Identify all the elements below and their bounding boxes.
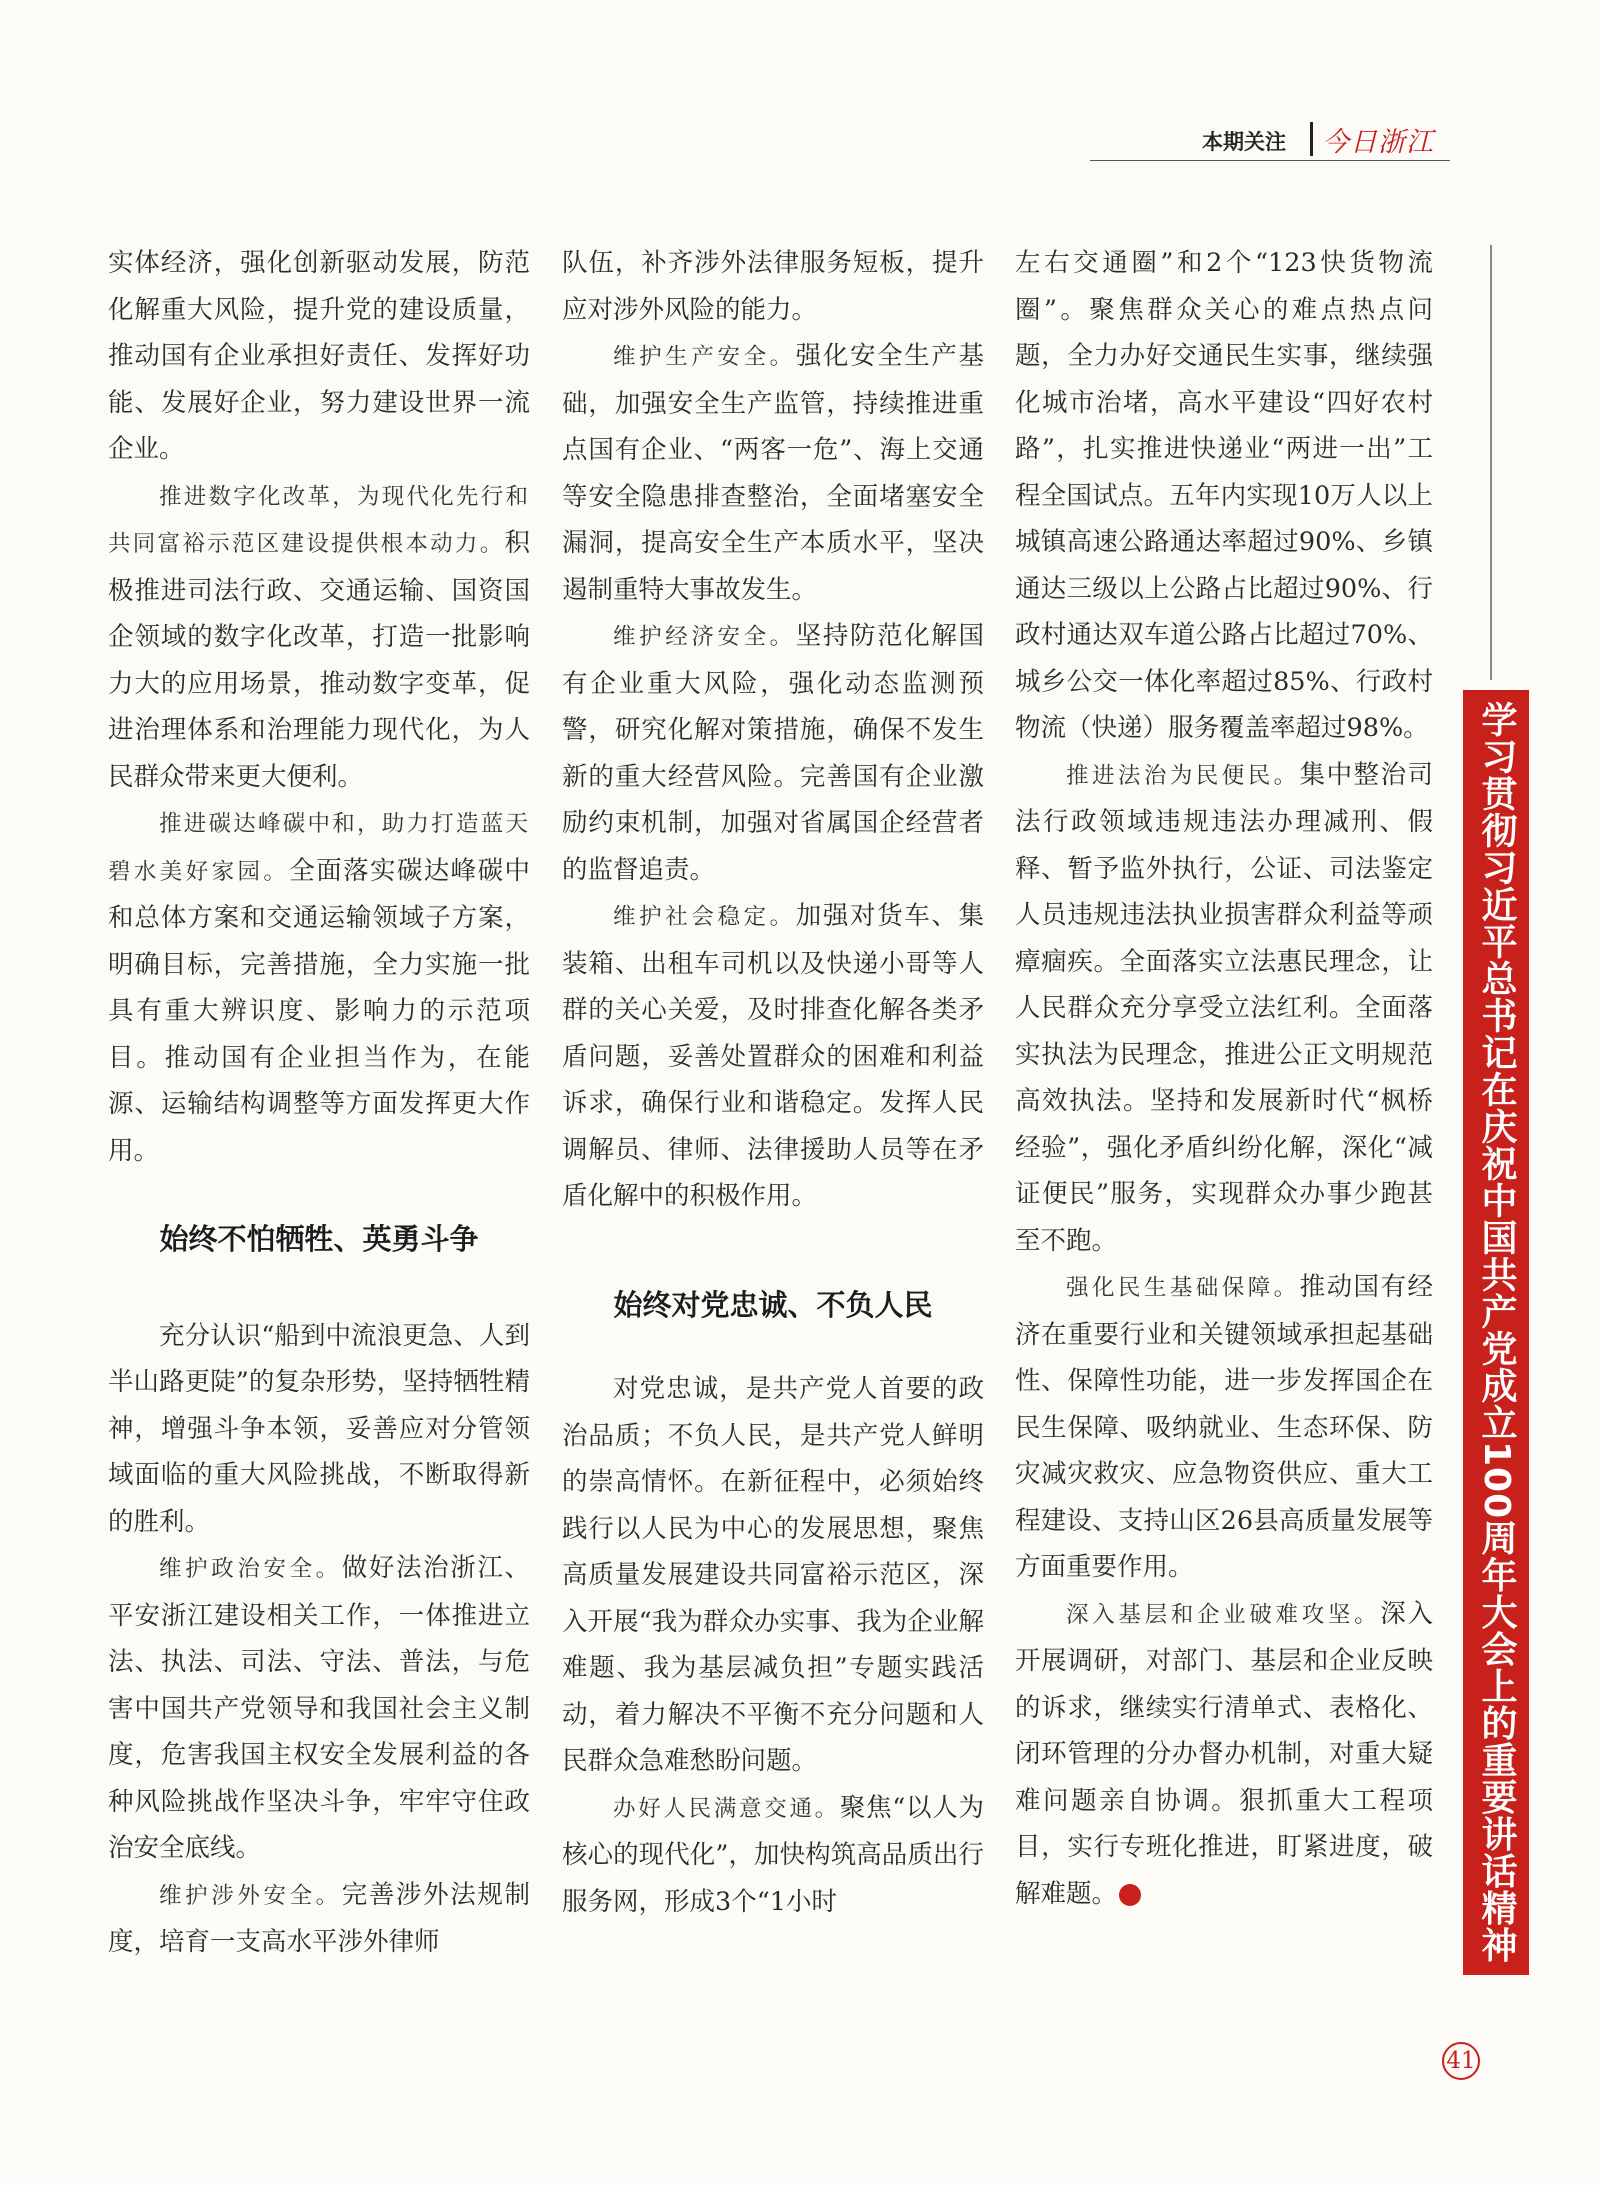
paragraph-text: 全面落实碳达峰碳中和总体方案和交通运输领域子方案，明确目标，完善措施，全力实施一批具有重大辨识度、影响力的示范项目。推动国有企业担当作为，在能源、运输结构调整等方面发挥更大作用。	[108, 855, 530, 1166]
paragraph-lead: 维护涉外安全。	[159, 1882, 342, 1909]
paragraph	[108, 1545, 530, 1872]
paragraph: 队伍，补齐涉外法律服务短板，提升应对涉外风险的能力。	[562, 248, 984, 325]
paragraph-lead: 深入基层和企业破难攻坚。	[1066, 1601, 1381, 1628]
paragraph	[108, 800, 530, 1174]
column-3	[1015, 240, 1433, 1917]
paragraph-text: 强化安全生产基础，加强安全生产监管，持续推进重点国有企业、“两客一危”、海上交通等安全隐患排查整治，全面堵塞安全漏洞，提高安全生产本质水平，坚决遏制重特大事故发生。	[562, 341, 984, 605]
paragraph-lead: 推进法治为民便民。	[1066, 762, 1300, 789]
paragraph-text: 积极推进司法行政、交通运输、国资国企领域的数字化改革，打造一批影响力大的应用场景，推动数字变革，促进治理体系和治理能力现代化，为人民群众带来更大便利。	[108, 528, 530, 792]
end-mark-icon	[1119, 1884, 1141, 1906]
paragraph	[1015, 752, 1433, 1265]
paragraph	[108, 473, 530, 801]
section-heading: 始终不怕牺牲、英勇斗争	[159, 1222, 479, 1256]
section-heading: 始终对党忠诚、不负人民	[613, 1287, 933, 1322]
paragraph: 左右交通圈”和2个“123快货物流圈”。聚焦群众关心的难点热点问题，全力办好交通民生实事，继续强化城市治堵，高水平建设“四好农村路”，扎实推进快递业“两进一出”工程全国试点。五年内实现10万人以上城镇高速公路通达率超过90%、乡镇通达三级以上公路占比超过90%、行政村通达双车道公路占比超过70%、城乡公交一体化率超过85%、行政村物流（快递）服务覆盖率超过98%。	[1015, 248, 1433, 743]
paragraph	[562, 893, 984, 1220]
magazine-brand-logo: 今日浙江	[1322, 127, 1434, 158]
page-header	[1090, 120, 1450, 161]
paragraph-text: 集中整治司法行政领域违规违法办理减刑、假释、暂予监外执行，公证、司法鉴定人员违规违法执业损害群众利益等顽瘴痼疾。全面落实立法惠民理念，让人民群众充分享受立法红利。全面落实执法为民理念，推进公正文明规范高效执法。坚持和发展新时代“枫桥经验”，强化矛盾纠纷化解，深化“减证便民”服务，实现群众办事少跑甚至不跑。	[1015, 759, 1433, 1256]
column-1	[108, 240, 530, 1966]
paragraph: 实体经济，强化创新驱动发展，防范化解重大风险，提升党的建设质量，推动国有企业承担好责任、发挥好功能、发展好企业，努力建设世界一流企业。	[108, 248, 530, 464]
paragraph-text: 推动国有经济在重要行业和关键领域承担起基础性、保障性功能，进一步发挥国企在民生保障、吸纳就业、生态环保、防灾减灾救灾、应急物资供应、重大工程建设、支持山区26县高质量发展等方面重要作用。	[1015, 1272, 1433, 1582]
paragraph-lead: 推进数字化改革，为现代化先行和共同富裕示范区建设提供根本动力。	[108, 483, 530, 557]
paragraph-text: 完善涉外法规制度，培育一支高水平涉外律师	[108, 1879, 530, 1957]
paragraph: 对党忠诚，是共产党人首要的政治品质；不负人民，是共产党人鲜明的崇高情怀。在新征程中，必须始终践行以人民为中心的发展思想，聚焦高质量发展建设共同富裕示范区，深入开展“我为群众办实事、我为企业解难题、我为基层减负担”专题实践活动，着力解决不平衡不充分问题和人民群众急难愁盼问题。	[562, 1374, 984, 1776]
column-2	[562, 240, 984, 1925]
paragraph-lead: 维护政治安全。	[159, 1556, 342, 1582]
paragraph-lead: 维护社会稳定。	[613, 904, 796, 930]
paragraph-lead: 维护生产安全。	[613, 344, 796, 370]
paragraph	[1015, 1591, 1433, 1918]
vertical-rule	[1490, 245, 1492, 680]
paragraph-text: 加强对货车、集装箱、出租车司机以及快递小哥等人群的关心关爱，及时排查化解各类矛盾问题，妥善处置群众的困难和利益诉求，确保行业和谐稳定。发挥人民调解员、律师、法律援助人员等在矛盾化解中的积极作用。	[562, 901, 984, 1211]
side-banner: 学习贯彻习近平总书记在庆祝中国共产党成立100周年大会上的重要讲话精神	[1463, 690, 1529, 1975]
section-label: 本期关注	[1202, 130, 1286, 154]
paragraph	[562, 333, 984, 613]
paragraph	[108, 1872, 530, 1966]
paragraph-text: 做好法治浙江、平安浙江建设相关工作，一体推进立法、执法、司法、守法、普法，与危害中国共产党领导和我国社会主义制度，危害我国主权安全发展利益的各种风险挑战作坚决斗争，牢牢守住政治安全底线。	[108, 1553, 530, 1863]
paragraph-text: 聚焦“以人为核心的现代化”，加快构筑高品质出行服务网，形成3个“1小时	[562, 1792, 984, 1917]
paragraph-lead: 强化民生基础保障。	[1066, 1275, 1300, 1301]
paragraph: 充分认识“船到中流浪更急、人到半山路更陡”的复杂形势，坚持牺牲精神，增强斗争本领，妥善应对分管领域面临的重大风险挑战，不断取得新的胜利。	[108, 1320, 530, 1537]
header-divider	[1310, 122, 1313, 156]
paragraph-text: 坚持防范化解国有企业重大风险，强化动态监测预警，研究化解对策措施，确保不发生新的重大经营风险。完善国有企业激励约束机制，加强对省属国企经营者的监督追责。	[562, 621, 984, 885]
paragraph-lead: 办好人民满意交通。	[613, 1795, 840, 1822]
paragraph-lead: 推进碳达峰碳中和，助力打造蓝天碧水美好家园。	[108, 811, 530, 885]
paragraph	[1015, 1264, 1433, 1591]
paragraph	[562, 613, 984, 893]
paragraph	[562, 1785, 984, 1926]
page-number: 41	[1442, 2042, 1480, 2080]
paragraph-lead: 维护经济安全。	[613, 624, 796, 650]
paragraph-text: 深入开展调研，对部门、基层和企业反映的诉求，继续实行清单式、表格化、闭环管理的分办督办机制，对重大疑难问题亲自协调。狠抓重大工程项目，实行专班化推进，盯紧进度，破解难题。	[1015, 1598, 1433, 1909]
